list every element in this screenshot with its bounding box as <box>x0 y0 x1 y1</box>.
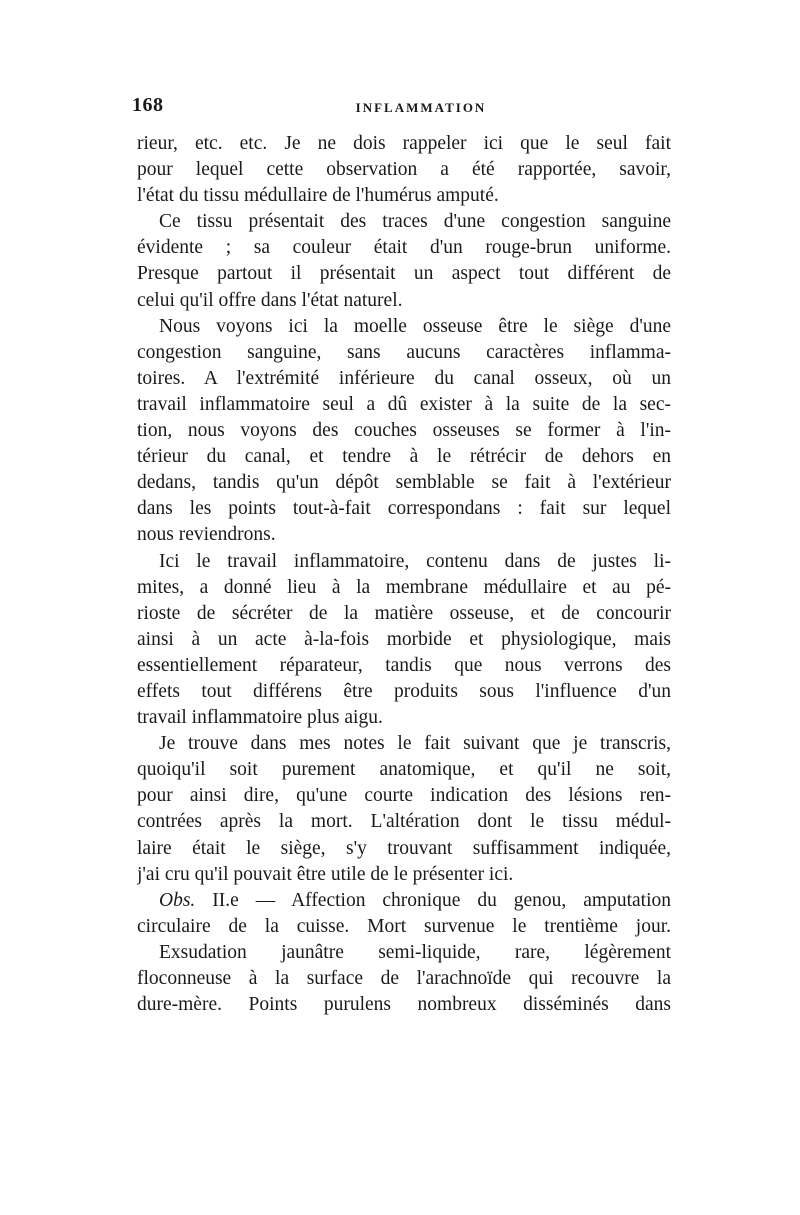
text-line: ainsi à un acte à-la-fois morbide et physiologique, mais <box>137 628 671 650</box>
text-line: térieur du canal, et tendre à le rétrécir de dehors en <box>137 446 671 468</box>
text-line: Ici le travail inflammatoire, contenu dans de justes li- <box>159 550 671 572</box>
text-line: travail inflammatoire plus aigu. <box>137 707 383 729</box>
observation-title: II.e — Affection chronique du genou, amputation <box>212 889 671 911</box>
text-line: celui qu'il offre dans l'état naturel. <box>137 289 403 311</box>
text-line: quoiqu'il soit purement anatomique, et qu'il ne soit, <box>137 759 671 781</box>
text-line: Exsudation jaunâtre semi-liquide, rare, légèrement <box>159 941 671 963</box>
body-text <box>137 131 671 1018</box>
text-line: évidente ; sa couleur était d'un rouge-brun uniforme. <box>137 237 671 259</box>
text-line: rieur, etc. etc. Je ne dois rappeler ici que le seul fait <box>137 133 671 154</box>
page-header <box>132 94 670 124</box>
observation-line <box>137 888 671 914</box>
text-line: contrées après la mort. L'altération dont le tissu médul- <box>137 811 671 833</box>
text-line: circulaire de la cuisse. Mort survenue le trentième jour. <box>137 915 671 937</box>
text-line: nous reviendrons. <box>137 524 276 546</box>
text-line: Ce tissu présentait des traces d'une congestion sanguine <box>159 211 671 233</box>
text-line: Nous voyons ici la moelle osseuse être le siège d'une <box>159 315 671 337</box>
text-line: dedans, tandis qu'un dépôt semblable se fait à l'extérieur <box>137 472 671 494</box>
observation-label: Obs. <box>159 889 196 911</box>
text-line: floconneuse à la surface de l'arachnoïde qui recouvre la <box>137 968 671 989</box>
text-line: Presque partout il présentait un aspect tout différent de <box>137 263 671 285</box>
text-line: l'état du tissu médullaire de l'humérus amputé. <box>137 185 499 207</box>
text-line: effets tout différens être produits sous l'influence d'un <box>137 680 671 702</box>
text-line: travail inflammatoire seul a dû exister à la suite de la sec- <box>137 393 671 415</box>
text-line: j'ai cru qu'il pouvait être utile de le présenter ici. <box>137 863 514 885</box>
text-line: dure-mère. Points purulens nombreux disséminés dans <box>137 994 671 1016</box>
text-line: toires. A l'extrémité inférieure du canal osseux, où un <box>137 367 671 389</box>
text-line: mites, a donné lieu à la membrane médullaire et au pé- <box>137 576 671 598</box>
text-line: dans les points tout-à-fait correspondans : fait sur lequel <box>137 498 671 520</box>
running-head: INFLAMMATION <box>355 100 487 115</box>
text-line: essentiellement réparateur, tandis que nous verrons des <box>137 654 671 676</box>
text-line: Je trouve dans mes notes le fait suivant que je transcris, <box>159 733 671 755</box>
text-line: tion, nous voyons des couches osseuses se former à l'in- <box>137 420 671 442</box>
text-line: congestion sanguine, sans aucuns caractères inflamma- <box>137 341 671 363</box>
text-line: rioste de sécréter de la matière osseuse, et de concourir <box>137 602 671 624</box>
text-line: pour lequel cette observation a été rapportée, savoir, <box>137 159 671 181</box>
text-line: laire était le siège, s'y trouvant suffisamment indiquée, <box>137 837 671 859</box>
page-number: 168 <box>132 94 164 116</box>
text-line: pour ainsi dire, qu'une courte indication des lésions ren- <box>137 785 671 807</box>
